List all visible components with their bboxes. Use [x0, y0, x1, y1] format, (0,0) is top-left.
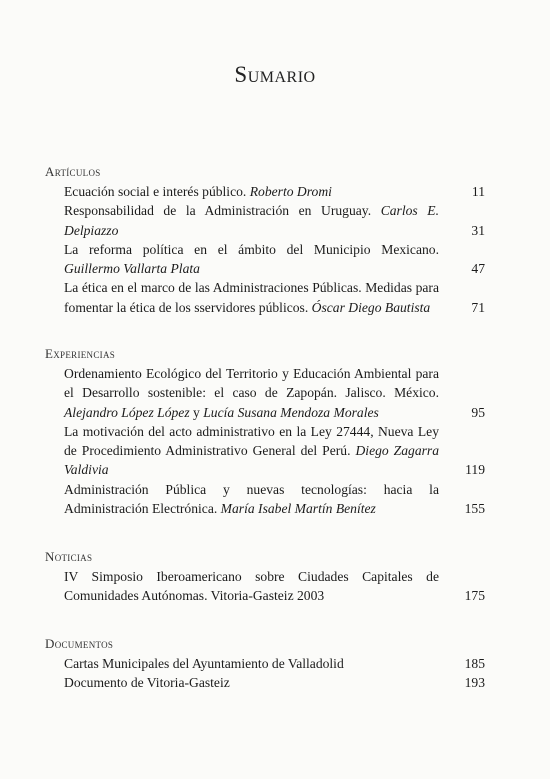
entry-page: 155 [464, 501, 485, 517]
toc-entry [45, 422, 485, 480]
entry-author: Guillermo Vallarta Plata [64, 261, 200, 277]
section-noticias [45, 549, 485, 606]
toc-entry [45, 182, 485, 201]
entry-title: Documento de Vitoria-Gasteiz [64, 675, 230, 691]
section-heading: Experiencias [45, 346, 116, 361]
entry-title: Administración Pública y nuevas tecnologías: hacia la Administración Electrónica. [64, 481, 439, 517]
entry-page: 95 [471, 404, 485, 420]
page-title: Sumario [234, 62, 316, 87]
entry-page: 193 [464, 675, 485, 691]
entry-page: 31 [471, 222, 485, 238]
entry-page: 119 [465, 462, 485, 478]
entry-page: 47 [471, 261, 485, 277]
entry-page: 185 [464, 656, 485, 671]
entry-title: Cartas Municipales del Ayuntamiento de Valladolid [64, 656, 344, 671]
entry-author: Alejandro López López [64, 404, 190, 420]
entry-title: La reforma política en el ámbito del Municipio Mexicano. [64, 241, 439, 257]
entry-page: 175 [464, 588, 485, 604]
entry-title: La ética en el marco de las Administraciones Públicas. Medidas para fomentar la ética de los sservidores públicos. [64, 280, 439, 315]
section-heading: Noticias [45, 549, 93, 564]
entry-author: Lucía Susana Mendoza Morales [203, 404, 379, 420]
toc-entry [45, 240, 485, 279]
section-experiencias [45, 346, 485, 518]
section-heading: Artículos [45, 164, 101, 179]
entry-page: 71 [471, 299, 485, 315]
section-heading: Documentos [45, 636, 114, 651]
toc-entry [45, 673, 485, 692]
entry-author: Carlos E. Delpiazzo [64, 203, 439, 238]
entry-title: Ecuación social e interés público. [64, 184, 247, 199]
section-documentos [45, 636, 485, 693]
toc-entry [45, 567, 485, 606]
author-connector: y [193, 404, 200, 420]
toc-entry [45, 480, 485, 519]
entry-page: 11 [471, 184, 485, 199]
entry-title: IV Simposio Iberoamericano sobre Ciudades Capitales de Comunidades Autónomas. Vitoria-Gasteiz 2003 [64, 569, 439, 604]
entry-title: La motivación del acto administrativo en la Ley 27444, Nueva Ley de Procedimiento Administrativo General del Perú. [64, 423, 439, 459]
entry-title: Responsabilidad de la Administración en Uruguay. [64, 203, 372, 219]
entry-author: Roberto Dromi [249, 184, 332, 199]
section-articulos [45, 164, 485, 317]
toc-entry [45, 201, 485, 240]
entry-author: Diego Zagarra Valdivia [64, 443, 440, 478]
toc-entry [45, 654, 485, 673]
toc-entry [45, 278, 485, 317]
entry-author: Óscar Diego Bautista [311, 299, 431, 315]
toc-entry [45, 364, 485, 422]
entry-author: María Isabel Martín Benítez [220, 501, 376, 517]
entry-title: Ordenamiento Ecológico del Territorio y Educación Ambiental para el Desarrollo sostenible: el caso de Zapopán. Jalisco. México. [64, 366, 439, 401]
